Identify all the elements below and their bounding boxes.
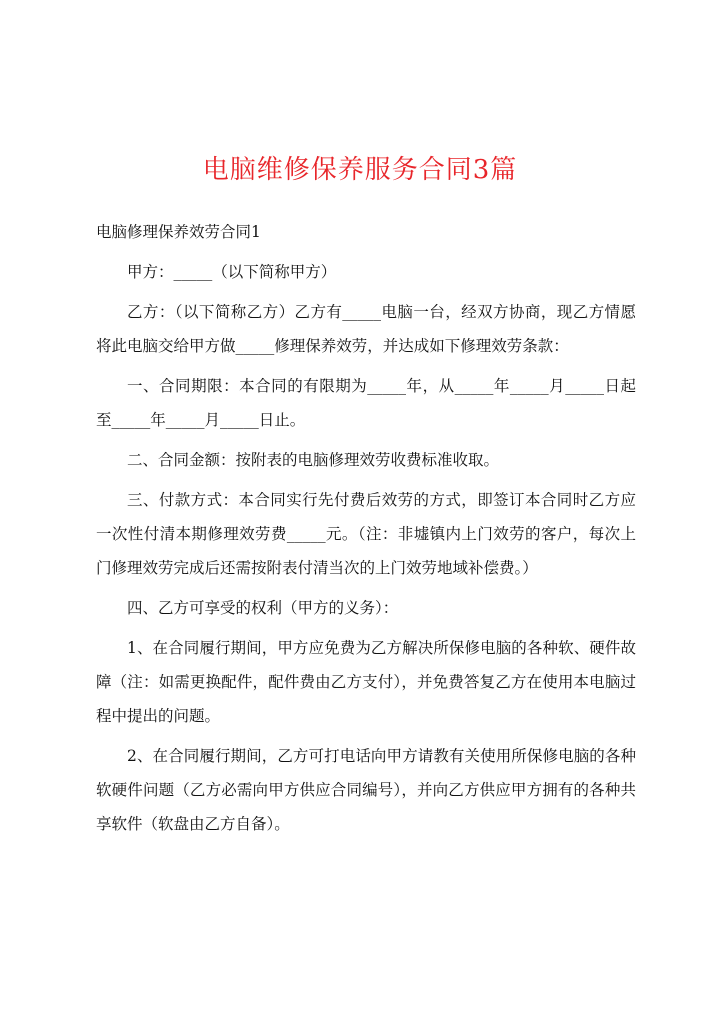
clause-payment: 三、付款方式：本合同实行先付费后效劳的方式，即签订本合同时乙方应一次性付清本期修理效劳费_____元。（注：非墟镇内上门效劳的客户，每次上门修理效劳完成后还需按附表付清当次的上门效劳地域补偿费。） [96, 491, 636, 577]
contract-subtitle: 电脑修理保养效劳合同1 [96, 223, 261, 241]
clause-rights-item-2: 2、在合同履行期间，乙方可打电话向甲方请教有关使用所保修电脑的各种软硬件问题（乙方必需向甲方供应合同编号），并向乙方供应甲方拥有的各种共享软件（软盘由乙方自备）。 [96, 747, 636, 833]
document-title: 电脑维修保养服务合同3篇 [202, 155, 518, 185]
party-a-paragraph: 甲方：_____（以下简称甲方） [127, 263, 337, 281]
clause-rights-heading: 四、乙方可享受的权利（甲方的义务）： [127, 599, 399, 617]
clause-rights-item-1: 1、在合同履行期间，甲方应免费为乙方解决所保修电脑的各种软、硬件故障（注：如需更换配件，配件费由乙方支付），并免费答复乙方在使用本电脑过程中提出的问题。 [96, 639, 636, 725]
clause-term: 一、合同期限：本合同的有限期为_____年，从_____年_____月_____日起至_____年_____月_____日止。 [96, 377, 636, 429]
party-b-paragraph: 乙方：（以下简称乙方）乙方有_____电脑一台，经双方协商，现乙方情愿将此电脑交给甲方做_____修理保养效劳，并达成如下修理效劳条款： [96, 303, 636, 355]
document-body [96, 215, 636, 841]
clause-amount: 二、合同金额：按附表的电脑修理效劳收费标准收取。 [127, 451, 500, 469]
